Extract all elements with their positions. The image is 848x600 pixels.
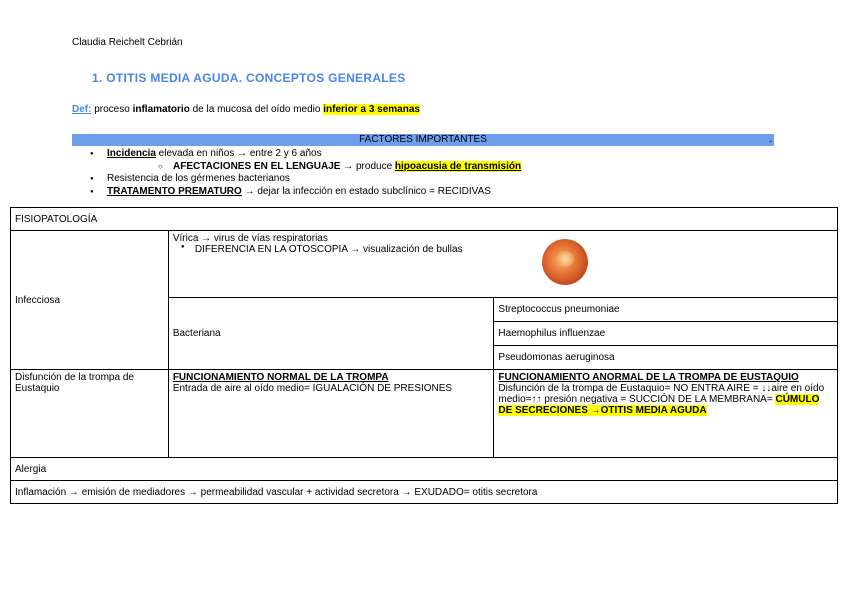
- definition-text-2: de la mucosa del oído medio: [189, 104, 324, 115]
- incidence-label: Incidencia: [107, 148, 156, 159]
- list-item-resistance: [72, 173, 521, 186]
- virica-line: Vírica → virus de vías respiratorias: [172, 233, 328, 244]
- language-text: → produce: [340, 160, 395, 172]
- trompa-abnormal-cell: [494, 370, 838, 458]
- table-header: FISIOPATOLOGÍA: [11, 208, 838, 231]
- normal-text: Entrada de aire al oído medio= IGUALACIÓN DE PRESIONES: [172, 383, 453, 394]
- bacteriana-label: Bacteriana: [168, 298, 494, 370]
- list-item-language: [72, 161, 521, 174]
- virica-cell: [168, 231, 837, 298]
- infecciosa-label: Infecciosa: [11, 231, 169, 370]
- definition-bold: inflamatorio: [132, 104, 190, 115]
- alergia-row: Alergia: [11, 458, 838, 481]
- abnormal-highlight: CÚMULO DE SECRECIONES →OTITIS MEDIA AGUDA: [498, 394, 820, 416]
- factors-title: FACTORES IMPORTANTES: [359, 134, 487, 145]
- inflamacion-row: Inflamación → emisión de mediadores → permeabilidad vascular + actividad secretora → EXUDADO= otitis secretora: [11, 481, 838, 504]
- normal-title: FUNCIONAMIENTO NORMAL DE LA TROMPA: [172, 372, 389, 383]
- factors-list: [72, 148, 521, 198]
- factors-header-bar: [72, 134, 774, 146]
- bacteria-cell-1: Streptococcus pneumoniae: [494, 298, 838, 322]
- language-bold: AFECTACIONES EN EL LENGUAJE: [173, 160, 341, 172]
- virica-bullet: DIFERENCIA EN LA OTOSCOPIA → visualización de bullas: [194, 244, 463, 255]
- abnormal-text: Disfunción de la trompa de Eustaquio= NO ENTRA AIRE = ↓↓aire en oído medio=↑↑ presión negativa = SUCCIÓN DE LA MEMBRANA=: [498, 383, 825, 405]
- bacteria-cell-2: Haemophilus influenzae: [494, 322, 838, 346]
- virica-bullet-row: ● DIFERENCIA EN LA OTOSCOPIA → visualización de bullas: [180, 244, 463, 255]
- fisiopatologia-table: [10, 207, 838, 504]
- resistance-text: Resistencia de los gérmenes bacterianos: [107, 173, 290, 185]
- definition-line: [72, 104, 420, 115]
- definition-label: Def:: [72, 104, 92, 115]
- section-title: 1. OTITIS MEDIA AGUDA. CONCEPTOS GENERALES: [92, 71, 406, 85]
- treatment-label: TRATAMENTO PREMATURO: [107, 185, 242, 197]
- treatment-text: → dejar la infección en estado subclínico = RECIDIVAS: [241, 185, 491, 197]
- list-item-incidence: [72, 148, 521, 161]
- incidence-text: elevada en niños → entre 2 y 6 años: [155, 148, 322, 159]
- bacteria-cell-3: Pseudomonas aeruginosa: [494, 346, 838, 370]
- factors-dot: .: [769, 134, 772, 145]
- definition-highlight: inferior a 3 semanas: [323, 104, 420, 115]
- definition-text-1: proceso: [91, 104, 133, 115]
- abnormal-title: FUNCIONAMIENTO ANORMAL DE LA TROMPA DE EUSTAQUIO: [498, 372, 799, 383]
- trompa-label: Disfunción de la trompa de Eustaquio: [11, 370, 169, 458]
- trompa-normal-cell: [168, 370, 494, 458]
- author-name: Claudia Reichelt Cebrián: [72, 37, 183, 48]
- language-highlight: hipoacusia de transmisión: [394, 160, 522, 172]
- otoscopy-image: [542, 239, 588, 285]
- abnormal-body: [498, 383, 833, 416]
- list-item-treatment: [72, 186, 521, 199]
